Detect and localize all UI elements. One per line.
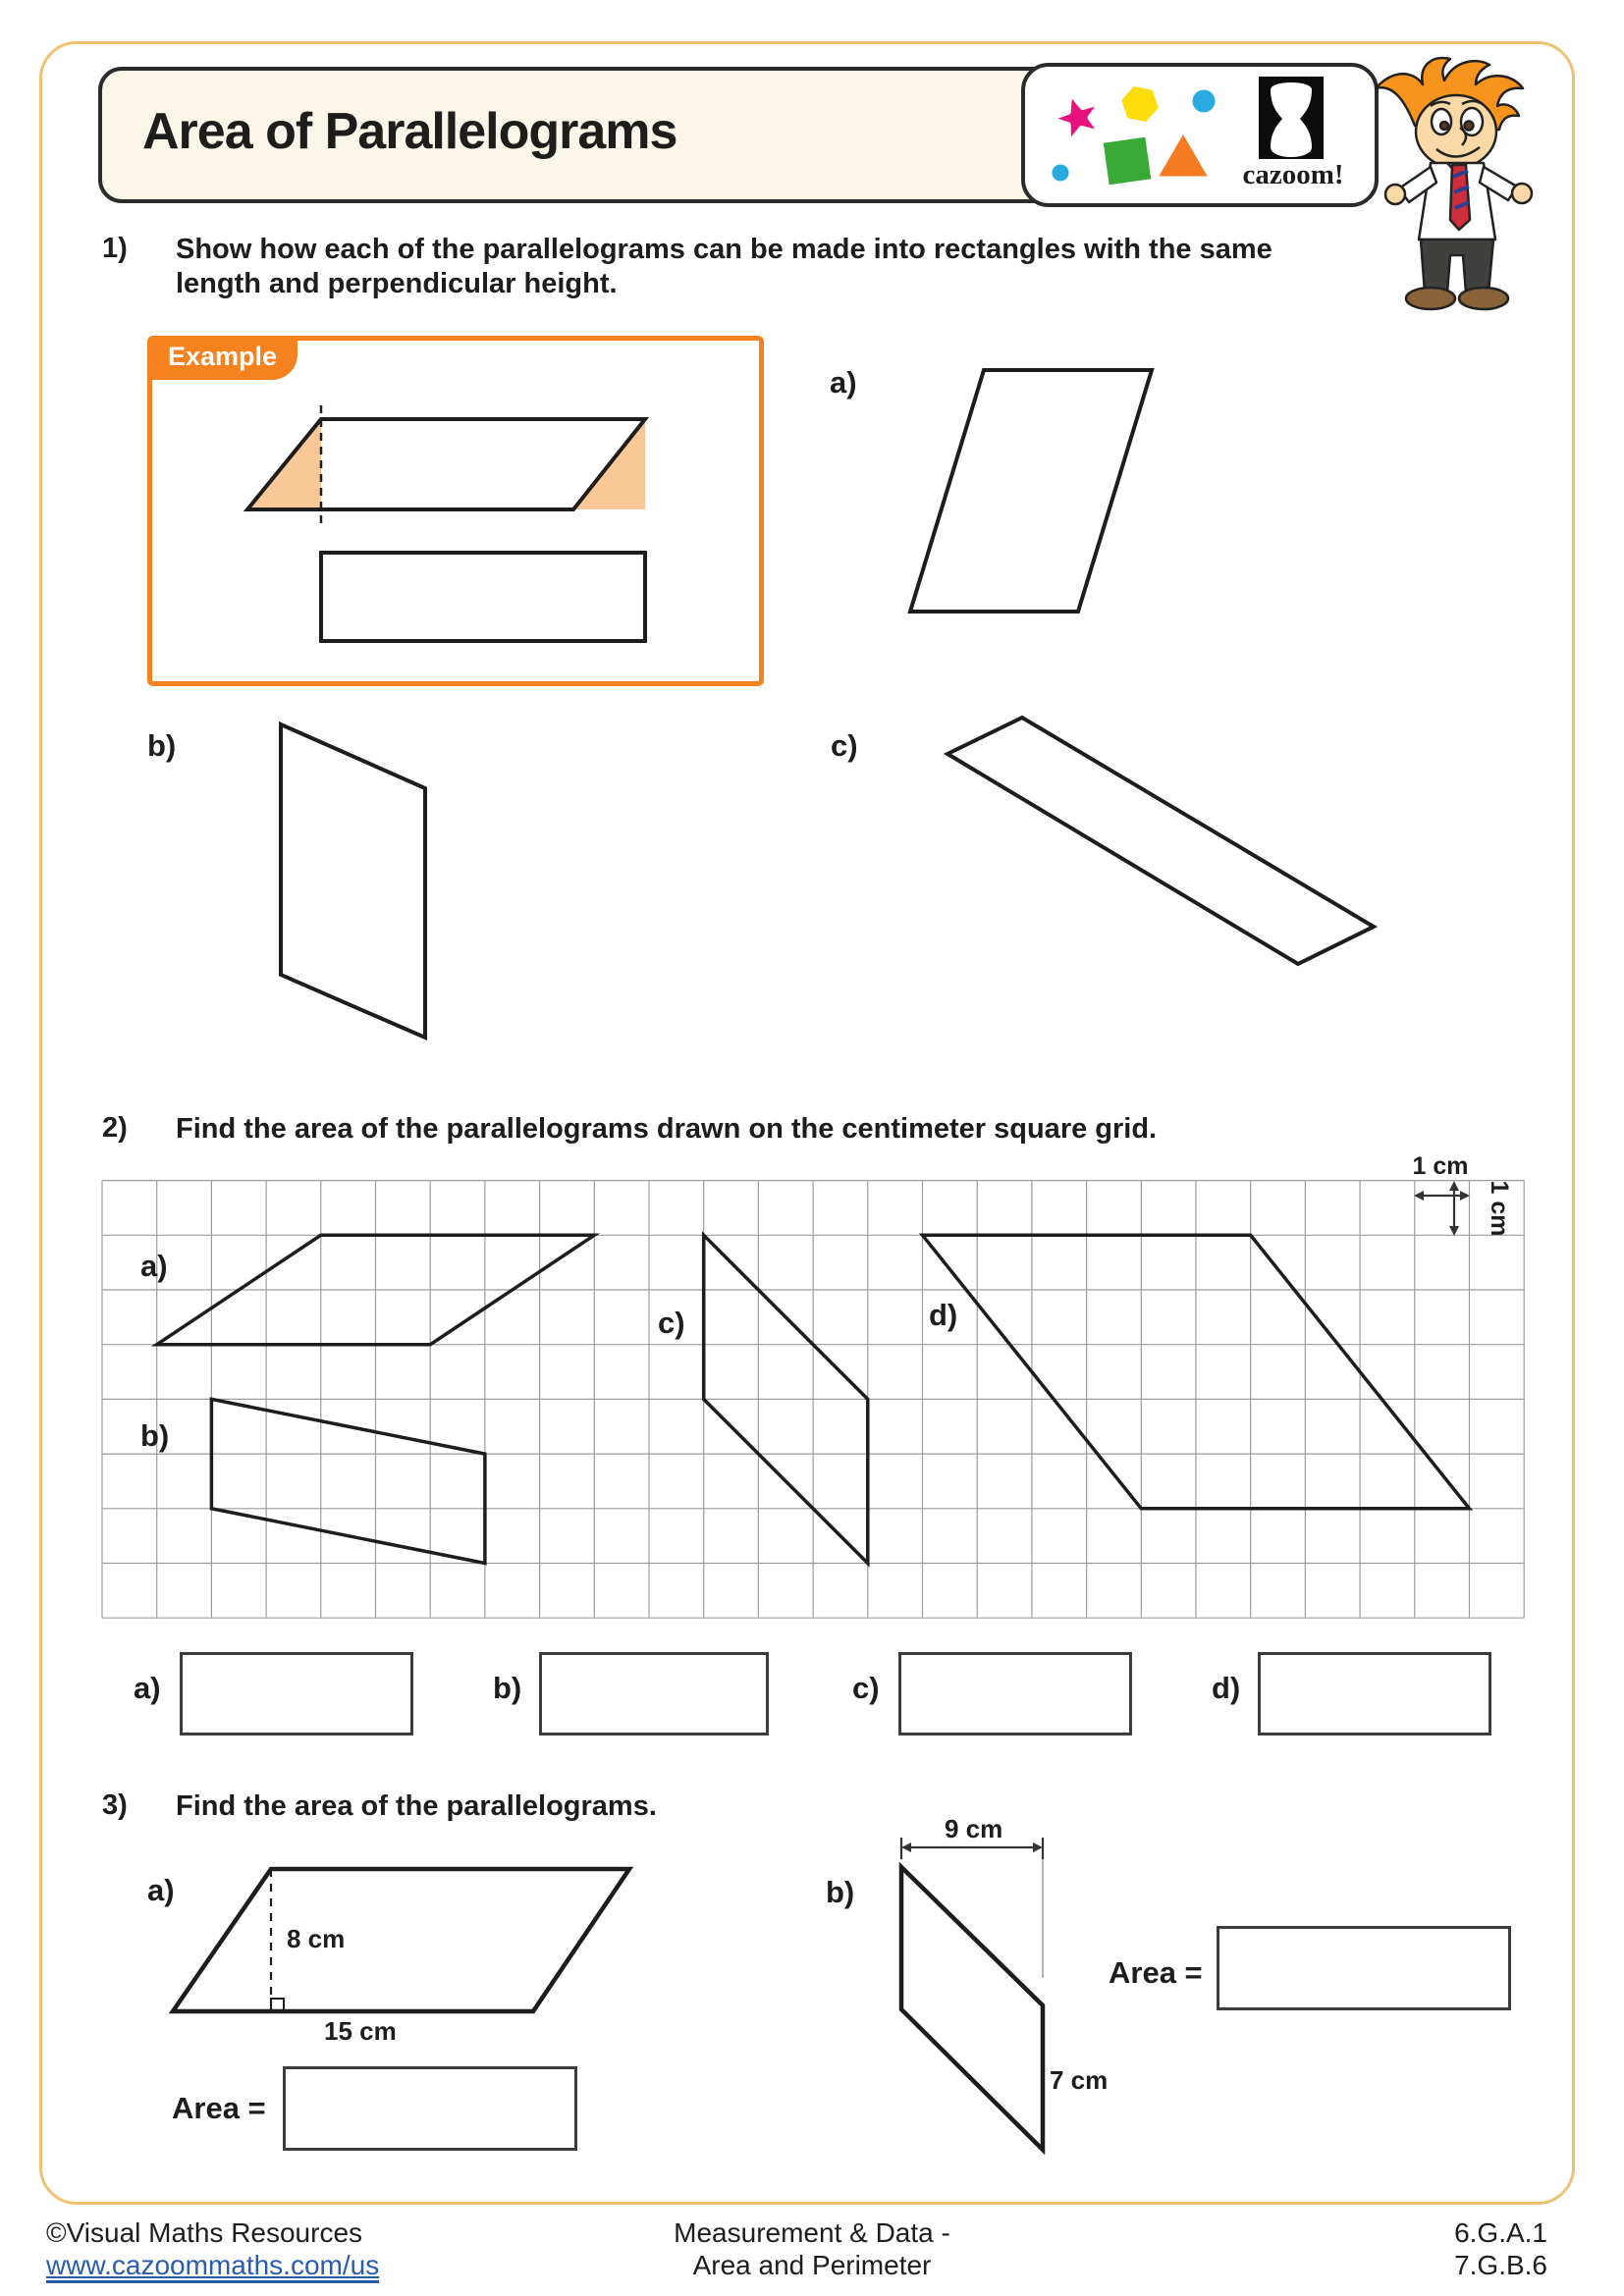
q3b-top-label: 9 cm xyxy=(945,1814,1003,1843)
q2-answer-label-c: c) xyxy=(852,1671,880,1705)
q1-label-a: a) xyxy=(830,365,857,400)
q3-parallelogram-b xyxy=(884,1816,1060,2169)
q1-text-line1: Show how each of the parallelograms can be made into rectangles with the same xyxy=(176,234,1272,265)
q3a-height-label: 8 cm xyxy=(287,1924,346,1953)
grid-lines xyxy=(102,1181,1524,1619)
q3-text: Find the area of the parallelograms. xyxy=(176,1790,657,1822)
q2-grid-label-c: c) xyxy=(658,1306,685,1340)
scale-v-label: 1 cm xyxy=(1486,1180,1513,1237)
footer-center-line2: Area and Perimeter xyxy=(692,2250,932,2280)
footer-code1: 6.G.A.1 xyxy=(1454,2217,1547,2248)
mascot-character xyxy=(1370,51,1546,314)
q3-label-b: b) xyxy=(826,1875,855,1909)
scale-marker xyxy=(1413,1152,1513,1236)
q1-parallelogram-c xyxy=(923,702,1394,977)
q2-text: Find the area of the parallelograms drawn on the centimeter square grid. xyxy=(176,1113,1158,1145)
q2-answer-box-d xyxy=(1258,1652,1491,1735)
footer-code2: 7.G.B.6 xyxy=(1454,2250,1547,2280)
q2-answer-label-d: d) xyxy=(1212,1671,1241,1705)
page-title: Area of Parallelograms xyxy=(142,103,677,160)
q3a-base-label: 15 cm xyxy=(324,2016,397,2046)
q2-grid-label-a: a) xyxy=(140,1249,168,1283)
footer-copyright: ©Visual Maths Resources xyxy=(46,2217,363,2248)
q1-text-line2: length and perpendicular height. xyxy=(176,268,618,299)
q1-label-c: c) xyxy=(831,728,858,763)
q1-text xyxy=(176,233,1354,301)
q2-answer-box-a xyxy=(180,1652,413,1735)
pants xyxy=(1421,240,1493,293)
decorative-shapes-icon xyxy=(1039,75,1250,192)
q3b-answer-box xyxy=(1217,1926,1511,2010)
q3-parallelogram-a xyxy=(157,1855,648,2027)
parallelogram-b xyxy=(211,1399,485,1563)
q2-answer-box-b xyxy=(539,1652,769,1735)
q3b-side-label: 7 cm xyxy=(1050,2065,1109,2095)
q1-number: 1) xyxy=(102,233,128,264)
left-hand xyxy=(1385,185,1405,204)
right-shoe xyxy=(1459,288,1508,309)
q2-grid-label-d: d) xyxy=(929,1298,958,1332)
q3a-area-label: Area = xyxy=(172,2091,266,2125)
square-icon xyxy=(1101,134,1154,187)
footer-center-line1: Measurement & Data - xyxy=(674,2217,950,2248)
q2-answer-box-c xyxy=(898,1652,1132,1735)
footer-codes xyxy=(1454,2216,1547,2281)
example-tab: Example xyxy=(147,336,298,380)
circle-icon xyxy=(1190,87,1218,115)
q3a-answer-box xyxy=(283,2066,577,2151)
cazoom-logo-text: cazoom! xyxy=(1242,159,1344,190)
footer-center xyxy=(0,2216,1624,2281)
right-hand xyxy=(1512,184,1532,203)
q3-number: 3) xyxy=(102,1789,128,1821)
cazoom-drum-icon xyxy=(1259,77,1324,159)
q1-parallelogram-a xyxy=(884,353,1178,633)
star-icon xyxy=(1045,84,1110,146)
hexagon-icon xyxy=(1115,81,1165,127)
footer-link[interactable]: www.cazoommaths.com/us xyxy=(46,2250,379,2283)
centimeter-grid xyxy=(101,1139,1527,1622)
q2-answer-label-b: b) xyxy=(493,1671,522,1705)
triangle-icon xyxy=(1155,130,1212,179)
scale-h-label: 1 cm xyxy=(1412,1152,1469,1180)
q2-answer-label-a: a) xyxy=(134,1671,161,1705)
q3-label-a: a) xyxy=(147,1873,175,1907)
left-shoe xyxy=(1406,288,1455,309)
q1-label-b: b) xyxy=(147,728,177,763)
q1-parallelogram-b xyxy=(265,707,442,1050)
example-figure xyxy=(147,334,754,674)
q2-number: 2) xyxy=(102,1112,128,1144)
example-rectangle xyxy=(321,553,645,641)
q2-grid-label-b: b) xyxy=(140,1418,170,1453)
q3b-area-label: Area = xyxy=(1109,1955,1203,1990)
small-circle-icon xyxy=(1050,162,1071,184)
